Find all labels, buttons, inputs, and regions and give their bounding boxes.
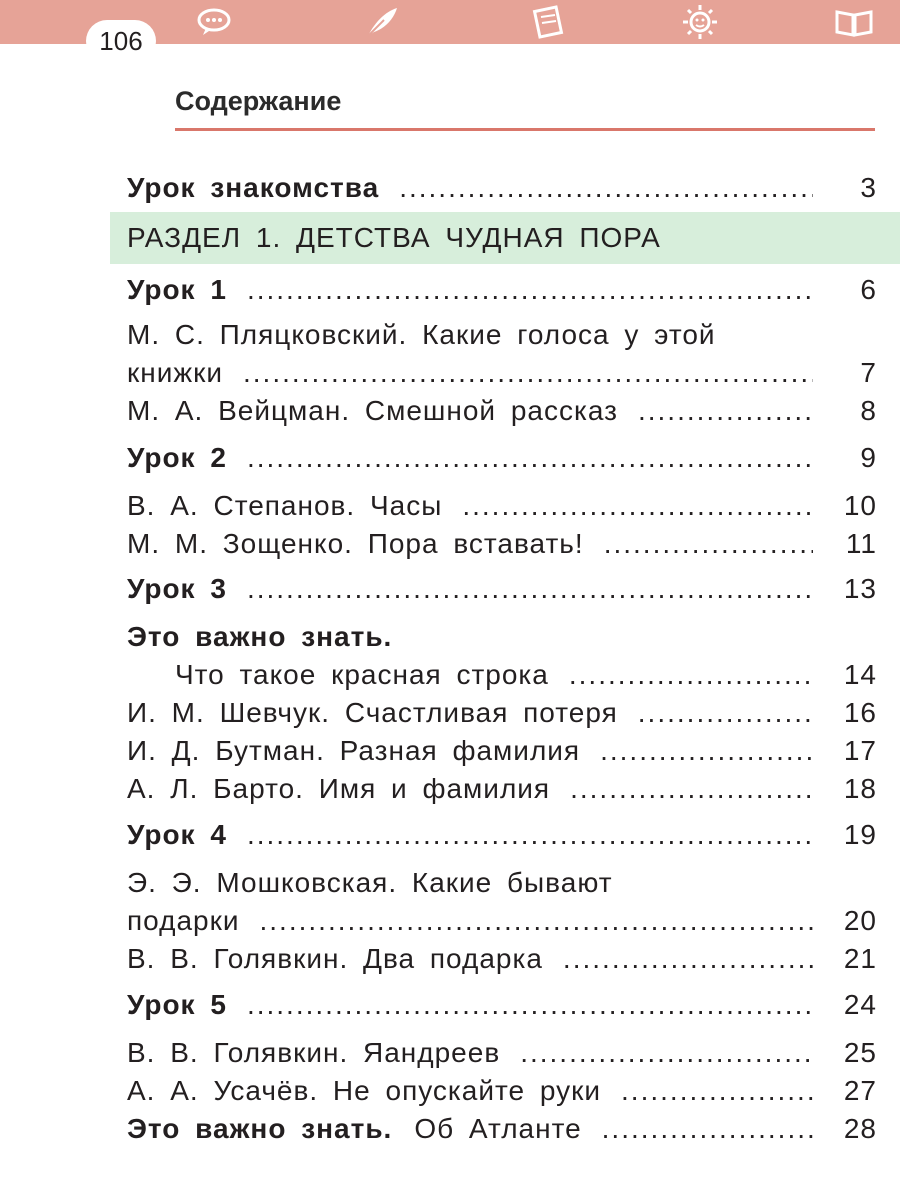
toc-entry-title: М. А. Вейцман. Смешной рассказ bbox=[127, 395, 618, 426]
toc-entry[interactable] bbox=[127, 769, 877, 809]
toc-entry[interactable] bbox=[127, 524, 877, 564]
toc-entry-title: В. В. Голявкин. Яандреев bbox=[127, 1037, 501, 1068]
toc-entry-suffix: Об Атланте bbox=[414, 1113, 582, 1144]
sun-icon bbox=[680, 4, 720, 40]
toc-entry-page: 16 bbox=[843, 697, 877, 728]
dot-leader bbox=[399, 168, 813, 208]
toc-entry-title: Урок 5 bbox=[127, 989, 227, 1020]
toc-entry-title: А. А. Усачёв. Не опускайте руки bbox=[127, 1075, 602, 1106]
dot-leader bbox=[520, 1033, 813, 1073]
toc-entry-page: 28 bbox=[843, 1113, 877, 1144]
toc-entry[interactable] bbox=[127, 353, 877, 393]
dot-leader bbox=[247, 569, 813, 609]
dot-leader bbox=[462, 486, 813, 526]
toc-entry-page: 3 bbox=[860, 172, 877, 203]
toc-entry-title: Урок 1 bbox=[127, 274, 227, 305]
toc-entry[interactable] bbox=[127, 1109, 877, 1149]
notebook-icon bbox=[528, 4, 568, 40]
dot-leader bbox=[243, 353, 813, 393]
toc-entry-title: Урок 4 bbox=[127, 819, 227, 850]
toc-entry[interactable] bbox=[127, 438, 877, 478]
toc-entry-title: А. Л. Барто. Имя и фамилия bbox=[127, 773, 551, 804]
toc-entry-title: В. А. Степанов. Часы bbox=[127, 490, 443, 521]
dot-leader bbox=[260, 901, 814, 941]
toc-entry-page: 24 bbox=[843, 989, 877, 1020]
toc-entry-title: Урок знакомства bbox=[127, 172, 380, 203]
title-divider bbox=[175, 128, 875, 131]
toc-entry-page: 19 bbox=[843, 819, 877, 850]
toc-entry-continuation: книжки bbox=[127, 357, 223, 388]
dot-leader bbox=[247, 815, 813, 855]
dot-leader bbox=[569, 655, 813, 695]
toc-entry-first-line[interactable] bbox=[127, 315, 877, 355]
toc-entry-title: И. М. Шевчук. Счастливая потеря bbox=[127, 697, 618, 728]
toc-subheading bbox=[127, 617, 877, 657]
page-number: 106 bbox=[86, 20, 156, 62]
toc-entry[interactable] bbox=[127, 569, 877, 609]
toc-entry-page: 14 bbox=[843, 659, 877, 690]
toc-entry[interactable] bbox=[127, 901, 877, 941]
toc-entry-page: 11 bbox=[845, 528, 877, 559]
toc-entry-page: 17 bbox=[843, 735, 877, 766]
page-title: Содержание bbox=[175, 86, 342, 116]
dot-leader bbox=[638, 391, 813, 431]
toc-entry-page: 25 bbox=[843, 1037, 877, 1068]
dot-leader bbox=[604, 524, 813, 564]
toc-entry-title: Урок 3 bbox=[127, 573, 227, 604]
toc-entry[interactable] bbox=[127, 1071, 877, 1111]
toc-entry[interactable] bbox=[127, 693, 877, 733]
toc-entry-continuation: подарки bbox=[127, 905, 240, 936]
toc-entry[interactable] bbox=[127, 1033, 877, 1073]
dot-leader bbox=[621, 1071, 813, 1111]
dot-leader bbox=[563, 939, 813, 979]
toc-entry-title: М. М. Зощенко. Пора вставать! bbox=[127, 528, 584, 559]
toc-entry[interactable] bbox=[127, 939, 877, 979]
toc-entry[interactable] bbox=[127, 391, 877, 431]
toc-entry-title: Э. Э. Мошковская. Какие бывают bbox=[127, 867, 613, 898]
toc-entry-title: Это важно знать. bbox=[127, 1113, 393, 1144]
dot-leader bbox=[638, 693, 813, 733]
dot-leader bbox=[247, 985, 813, 1025]
toc-entry-title: Это важно знать. bbox=[127, 621, 393, 652]
open-book-icon bbox=[834, 4, 874, 40]
feather-icon bbox=[362, 4, 402, 40]
toc-entry-title: Что такое красная строка bbox=[175, 659, 549, 690]
toc-entry-title: Урок 2 bbox=[127, 442, 227, 473]
toc-entry-page: 13 bbox=[843, 573, 877, 604]
toc-entry-page: 10 bbox=[843, 490, 877, 521]
toc-entry-page: 20 bbox=[843, 905, 877, 936]
toc-entry-page: 8 bbox=[860, 395, 877, 426]
toc-entry-page: 9 bbox=[860, 442, 877, 473]
toc-entry[interactable] bbox=[127, 486, 877, 526]
toc-entry-page: 7 bbox=[860, 357, 877, 388]
toc-entry[interactable] bbox=[127, 731, 877, 771]
dot-leader bbox=[570, 769, 813, 809]
toc-entry-page: 6 bbox=[860, 274, 877, 305]
toc-entry[interactable] bbox=[127, 985, 877, 1025]
toc-entry-title: И. Д. Бутман. Разная фамилия bbox=[127, 735, 581, 766]
section-title: РАЗДЕЛ 1. ДЕТСТВА ЧУДНАЯ ПОРА bbox=[127, 222, 661, 253]
dot-leader bbox=[247, 270, 813, 310]
toc-entry-title: М. С. Пляцковский. Какие голоса у этой bbox=[127, 319, 716, 350]
toc-entry[interactable] bbox=[127, 270, 877, 310]
dot-leader bbox=[600, 731, 813, 771]
toc-entry[interactable] bbox=[127, 168, 877, 208]
toc-entry[interactable] bbox=[175, 655, 877, 695]
toc-entry-page: 21 bbox=[843, 943, 877, 974]
toc-entry-title: В. В. Голявкин. Два подарка bbox=[127, 943, 543, 974]
dot-leader bbox=[602, 1109, 813, 1149]
toc-entry-page: 18 bbox=[843, 773, 877, 804]
speech-bubble-icon bbox=[194, 4, 234, 40]
toc-entry-page: 27 bbox=[843, 1075, 877, 1106]
section-banner bbox=[110, 212, 900, 264]
toc-entry[interactable] bbox=[127, 815, 877, 855]
dot-leader bbox=[247, 438, 813, 478]
toc-entry-first-line[interactable] bbox=[127, 863, 877, 903]
